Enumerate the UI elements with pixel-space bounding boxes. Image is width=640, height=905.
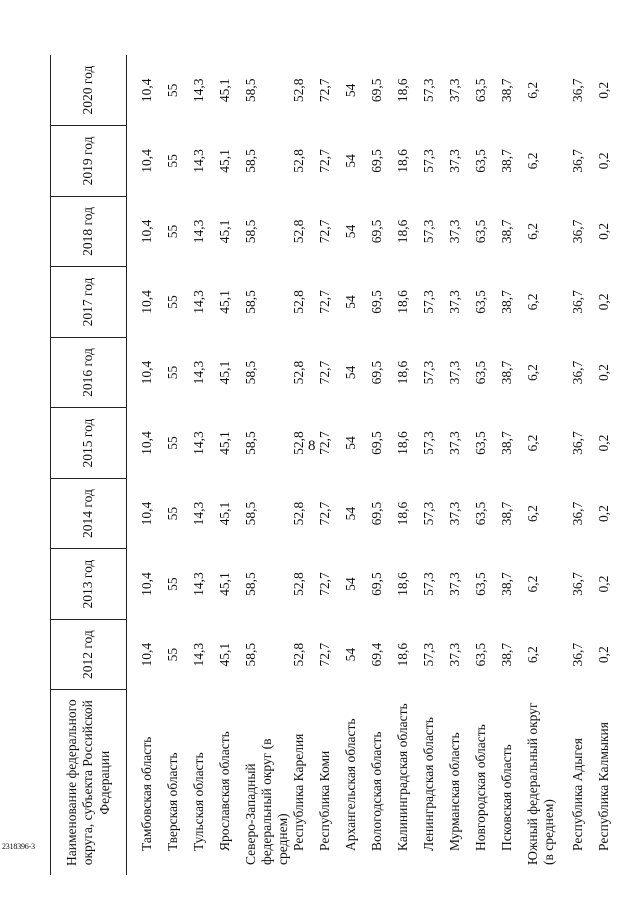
row-value: 72,7	[317, 642, 333, 667]
row-value: 14,3	[190, 431, 206, 455]
row-name: Тамбовская область	[139, 736, 154, 851]
row-value: 37,3	[447, 290, 463, 314]
row-value: 38,7	[499, 219, 515, 244]
row-value: 57,3	[421, 501, 437, 526]
row-value: 54	[343, 295, 359, 309]
row-name: Новгородская область	[473, 724, 489, 851]
row-value: 55	[164, 154, 180, 168]
row-value: 14,3	[190, 149, 206, 173]
row-value: 6,2	[525, 81, 541, 99]
row-value: 58,5	[242, 290, 258, 314]
row-name: Южный федеральный округ (в среднем)	[525, 702, 557, 865]
row-value: 37,3	[447, 78, 463, 103]
row-value: 72,7	[317, 360, 333, 385]
row-value: 10,4	[139, 572, 154, 596]
row-value: 55	[164, 436, 180, 450]
row-value: 6,2	[525, 223, 541, 240]
row-value: 58,5	[242, 78, 258, 103]
row-value: 52,8	[291, 431, 307, 455]
row-value: 69,5	[369, 290, 385, 314]
row-value: 52,8	[291, 219, 307, 244]
row-value: 69,5	[369, 219, 385, 244]
row-value: 10,4	[139, 290, 154, 314]
table-row	[317, 55, 343, 875]
row-value: 36,7	[570, 572, 586, 596]
row-name: Псковская область	[499, 744, 515, 851]
row-value: 55	[164, 647, 180, 662]
row-value: 54	[343, 365, 359, 380]
rotated-table-container	[50, 55, 612, 875]
row-name: Ярославская область	[216, 731, 232, 851]
row-value: 18,6	[395, 219, 411, 244]
row-value: 57,3	[421, 149, 437, 173]
row-value: 38,7	[499, 642, 515, 667]
row-value: 55	[164, 224, 180, 239]
header-year-6: 2018 год	[51, 196, 127, 267]
row-value: 37,3	[447, 149, 463, 173]
document-code: 2318396-3	[2, 842, 35, 851]
header-year-7: 2019 год	[51, 126, 127, 197]
table-row	[499, 55, 525, 875]
row-value: 69,5	[369, 431, 385, 455]
row-value: 45,1	[216, 572, 232, 596]
row-value: 18,6	[395, 501, 411, 526]
row-value: 14,3	[190, 501, 206, 526]
row-value: 72,7	[317, 290, 333, 314]
table-row	[395, 55, 421, 875]
row-value: 6,2	[525, 646, 541, 664]
row-value: 45,1	[216, 360, 232, 385]
row-name: Республика Коми	[317, 750, 333, 851]
row-value: 69,5	[369, 149, 385, 173]
row-value: 69,5	[369, 360, 385, 385]
row-value: 69,4	[369, 642, 385, 667]
row-value: 69,5	[369, 501, 385, 526]
header-year-1: 2013 год	[51, 549, 127, 620]
row-value: 58,5	[242, 360, 258, 385]
row-value: 14,3	[190, 78, 206, 103]
header-year-8: 2020 год	[51, 55, 127, 126]
row-value: 6,2	[525, 505, 541, 522]
row-value: 54	[343, 154, 359, 168]
row-value: 63,5	[473, 572, 489, 596]
row-value: 45,1	[216, 149, 232, 173]
header-year-5: 2017 год	[51, 267, 127, 338]
data-table	[50, 55, 622, 875]
row-value: 38,7	[499, 572, 515, 596]
table-body	[127, 55, 623, 875]
row-value: 6,2	[525, 293, 541, 311]
table-row	[127, 55, 165, 875]
table-row	[596, 55, 622, 875]
row-value: 10,4	[139, 219, 154, 244]
row-value: 57,3	[421, 290, 437, 314]
row-value: 54	[343, 506, 359, 521]
row-value: 38,7	[499, 431, 515, 455]
row-value: 63,5	[473, 78, 489, 103]
row-value: 18,6	[395, 78, 411, 103]
header-year-2: 2014 год	[51, 478, 127, 549]
row-value: 45,1	[216, 290, 232, 314]
row-name: Калининградская область	[395, 703, 411, 851]
row-value: 10,4	[139, 501, 154, 526]
row-value: 54	[343, 83, 359, 98]
row-value: 57,3	[421, 219, 437, 244]
row-value: 72,7	[317, 78, 333, 103]
row-value: 63,5	[473, 431, 489, 455]
table-row	[447, 55, 473, 875]
row-value: 10,4	[139, 360, 154, 385]
row-value: 10,4	[139, 642, 154, 667]
row-value: 18,6	[395, 360, 411, 385]
table-row	[473, 55, 499, 875]
row-value: 0,2	[596, 575, 612, 593]
row-value: 72,7	[317, 431, 333, 455]
header-year-3: 2015 год	[51, 408, 127, 479]
row-value: 14,3	[190, 572, 206, 596]
row-value: 54	[343, 647, 359, 662]
row-value: 37,3	[447, 360, 463, 385]
row-value: 52,8	[291, 290, 307, 314]
row-value: 52,8	[291, 501, 307, 526]
row-value: 37,3	[447, 501, 463, 526]
row-value: 69,5	[369, 572, 385, 596]
row-value: 72,7	[317, 501, 333, 526]
table-row	[570, 55, 596, 875]
row-value: 55	[164, 295, 180, 309]
row-value: 52,8	[291, 642, 307, 667]
table-row	[525, 55, 570, 875]
row-value: 38,7	[499, 78, 515, 103]
row-value: 72,7	[317, 219, 333, 244]
row-value: 52,8	[291, 149, 307, 173]
table-row	[217, 55, 243, 875]
row-value: 57,3	[421, 78, 437, 103]
row-value: 36,7	[570, 219, 586, 244]
row-value: 18,6	[395, 431, 411, 455]
row-value: 45,1	[216, 219, 232, 244]
row-value: 36,7	[570, 360, 586, 385]
row-value: 38,7	[499, 360, 515, 385]
row-value: 54	[343, 436, 359, 450]
row-value: 10,4	[139, 78, 154, 103]
row-name: Мурманская область	[447, 732, 463, 851]
row-name: Тверская область	[164, 752, 180, 851]
row-value: 52,8	[291, 360, 307, 385]
table-row	[191, 55, 217, 875]
row-value: 36,7	[570, 642, 586, 667]
row-value: 14,3	[190, 290, 206, 314]
row-value: 63,5	[473, 642, 489, 667]
row-value: 6,2	[525, 575, 541, 593]
row-value: 38,7	[499, 501, 515, 526]
row-value: 58,5	[242, 149, 258, 173]
row-value: 55	[164, 365, 180, 380]
row-value: 58,5	[242, 572, 258, 596]
row-value: 57,3	[421, 642, 437, 667]
row-value: 57,3	[421, 572, 437, 596]
row-value: 54	[343, 577, 359, 591]
row-value: 0,2	[596, 293, 612, 311]
row-value: 18,6	[395, 572, 411, 596]
row-name: Ленинградская область	[421, 717, 437, 851]
row-value: 36,7	[570, 290, 586, 314]
row-value: 45,1	[216, 78, 232, 103]
row-value: 18,6	[395, 642, 411, 667]
row-value: 58,5	[242, 642, 258, 667]
row-value: 63,5	[473, 501, 489, 526]
row-value: 36,7	[570, 78, 586, 103]
row-name: Вологодская область	[369, 731, 385, 851]
row-value: 69,5	[369, 78, 385, 103]
row-value: 6,2	[525, 152, 541, 170]
row-value: 0,2	[596, 434, 612, 452]
row-value: 0,2	[596, 505, 612, 522]
row-value: 54	[343, 224, 359, 239]
row-name: Республика Карелия	[291, 733, 307, 851]
row-value: 72,7	[317, 149, 333, 173]
row-value: 10,4	[139, 431, 154, 455]
row-value: 58,5	[242, 219, 258, 244]
row-value: 37,3	[447, 642, 463, 667]
row-value: 63,5	[473, 360, 489, 385]
row-value: 52,8	[291, 78, 307, 103]
row-name: Северо-Западный федеральный округ (в среднем)	[242, 738, 290, 865]
row-value: 36,7	[570, 149, 586, 173]
row-value: 52,8	[291, 572, 307, 596]
row-value: 0,2	[596, 152, 612, 170]
table-header	[51, 55, 127, 875]
row-value: 0,2	[596, 223, 612, 240]
row-value: 57,3	[421, 360, 437, 385]
row-value: 63,5	[473, 290, 489, 314]
row-value: 37,3	[447, 431, 463, 455]
row-value: 38,7	[499, 290, 515, 314]
table-row	[291, 55, 317, 875]
row-value: 0,2	[596, 81, 612, 99]
row-name: Республика Калмыкия	[596, 722, 612, 851]
row-value: 55	[164, 83, 180, 98]
row-value: 45,1	[216, 501, 232, 526]
row-value: 72,7	[317, 572, 333, 596]
row-value: 6,2	[525, 364, 541, 381]
page-number: 8	[308, 438, 316, 454]
row-value: 63,5	[473, 219, 489, 244]
row-value: 55	[164, 577, 180, 591]
row-name: Архангельская область	[343, 718, 359, 851]
row-value: 37,3	[447, 219, 463, 244]
row-value: 10,4	[139, 149, 154, 173]
row-value: 63,5	[473, 149, 489, 173]
table-row	[243, 55, 292, 875]
row-value: 36,7	[570, 501, 586, 526]
row-name: Тульская область	[190, 752, 206, 851]
row-value: 45,1	[216, 431, 232, 455]
row-value: 14,3	[190, 642, 206, 667]
row-value: 57,3	[421, 431, 437, 455]
table-row	[343, 55, 369, 875]
row-value: 18,6	[395, 149, 411, 173]
header-year-0: 2012 год	[51, 619, 127, 690]
row-value: 55	[164, 506, 180, 521]
row-value: 58,5	[242, 431, 258, 455]
header-name-column: Наименование федерального округа, субъекта Российской Федерации	[51, 690, 127, 875]
row-value: 38,7	[499, 149, 515, 173]
header-year-4: 2016 год	[51, 337, 127, 408]
header-row	[51, 55, 127, 875]
row-value: 58,5	[242, 501, 258, 526]
row-value: 45,1	[216, 642, 232, 667]
row-value: 37,3	[447, 572, 463, 596]
row-name: Республика Адыгея	[570, 738, 586, 851]
row-value: 0,2	[596, 364, 612, 381]
row-value: 36,7	[570, 431, 586, 455]
row-value: 14,3	[190, 219, 206, 244]
row-value: 18,6	[395, 290, 411, 314]
row-value: 0,2	[596, 646, 612, 664]
row-value: 14,3	[190, 360, 206, 385]
table-row	[165, 55, 191, 875]
row-value: 6,2	[525, 434, 541, 452]
table-row	[421, 55, 447, 875]
table-row	[369, 55, 395, 875]
